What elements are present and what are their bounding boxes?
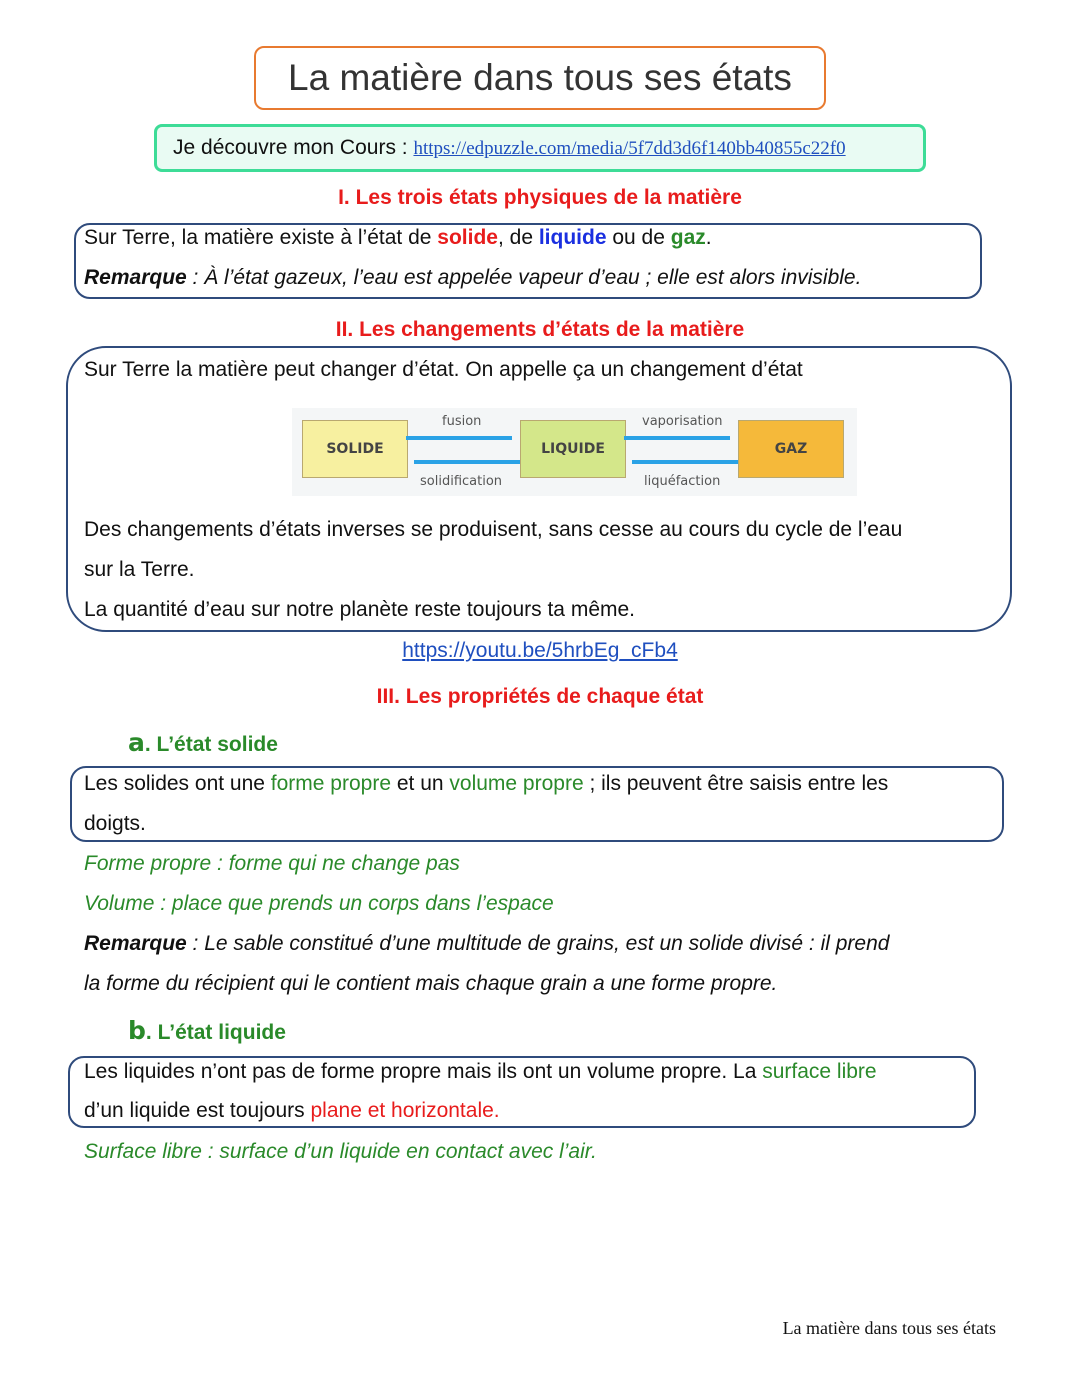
remark-text: : À l’état gazeux, l’eau est appelée vapeur d’eau ; elle est alors invisible. (186, 266, 862, 289)
solide-word: solide (437, 226, 498, 249)
section-1-heading: I. Les trois états physiques de la matière (338, 186, 742, 209)
arrow-liquefaction (632, 460, 738, 464)
solid-remark2: la forme du récipient qui le contient mais chaque grain a une forme propre. (84, 972, 778, 995)
letter: b (128, 1016, 146, 1045)
subsection-b-heading (128, 1016, 286, 1045)
state-liquide: LIQUIDE (520, 420, 626, 478)
section-2-heading: II. Les changements d’états de la matière (335, 318, 745, 341)
gaz-word: gaz (670, 226, 706, 249)
arrow-vaporisation (624, 436, 730, 440)
def-volume: Volume : place que prends un corps dans l’espace (84, 892, 554, 915)
section-2-text1: Des changements d’états inverses se produisent, sans cesse au cours du cycle de l’eau (84, 518, 903, 541)
liquid-line1 (84, 1060, 877, 1084)
arrow-fusion (406, 436, 512, 440)
liquide-word: liquide (538, 226, 607, 249)
label-liquefaction: liquéfaction (644, 474, 721, 489)
label-vaporisation: vaporisation (642, 414, 723, 429)
solid-line2: doigts. (84, 812, 146, 835)
letter: a (128, 728, 145, 757)
text: Les liquides n’ont pas de forme propre mais ils ont un volume propre. La (84, 1060, 763, 1083)
text: . (705, 226, 712, 249)
def-surface-libre: Surface libre : surface d’un liquide en contact avec l’air. (84, 1140, 597, 1163)
course-link[interactable]: https://edpuzzle.com/media/5f7dd3d6f140bb40855c22f0 (413, 138, 846, 159)
video-link[interactable]: https://youtu.be/5hrbEg_cFb4 (402, 639, 678, 662)
section-1-line1 (84, 226, 712, 250)
title: . L’état solide (144, 733, 278, 756)
text: et un (391, 772, 450, 795)
solid-remark1 (84, 932, 889, 956)
course-label: Je découvre mon Cours : (173, 136, 414, 159)
text: Sur Terre, la matière existe à l’état de (84, 226, 438, 249)
page-footer: La matière dans tous ses états (782, 1318, 996, 1338)
title: . L’état liquide (145, 1021, 286, 1044)
page-title: La matière dans tous ses états (254, 46, 826, 110)
remark-text: : Le sable constitué d’une multitude de grains, est un solide divisé : il prend (186, 932, 890, 955)
text: d’un liquide est toujours (84, 1099, 311, 1122)
text: , de (497, 226, 539, 249)
remark-label: Remarque (84, 266, 187, 289)
section-1-remark (84, 266, 861, 290)
text: ou de (606, 226, 671, 249)
states-diagram (292, 408, 857, 496)
section-2-text3: La quantité d’eau sur notre planète reste toujours ta même. (84, 598, 636, 621)
subsection-a-heading (128, 728, 278, 757)
surface-libre: surface libre (762, 1060, 877, 1083)
plane-horizontale: plane et horizontale. (310, 1099, 500, 1122)
text: Les solides ont une (84, 772, 271, 795)
course-banner (154, 124, 926, 172)
volume-propre: volume propre (449, 772, 584, 795)
solid-line1 (84, 772, 888, 796)
section-3-heading: III. Les propriétés de chaque état (376, 685, 704, 708)
forme-propre: forme propre (270, 772, 392, 795)
section-2-intro: Sur Terre la matière peut changer d’état. On appelle ça un changement d’état (84, 358, 803, 381)
label-solidification: solidification (420, 474, 503, 489)
label-fusion: fusion (442, 414, 482, 429)
state-gaz: GAZ (738, 420, 844, 478)
state-solide: SOLIDE (302, 420, 408, 478)
section-2-text2: sur la Terre. (84, 558, 195, 581)
arrow-solidification (414, 460, 520, 464)
text: ; ils peuvent être saisis entre les (583, 772, 889, 795)
def-forme-propre: Forme propre : forme qui ne change pas (84, 852, 460, 875)
liquid-line2 (84, 1099, 500, 1123)
remark-label: Remarque (84, 932, 187, 955)
